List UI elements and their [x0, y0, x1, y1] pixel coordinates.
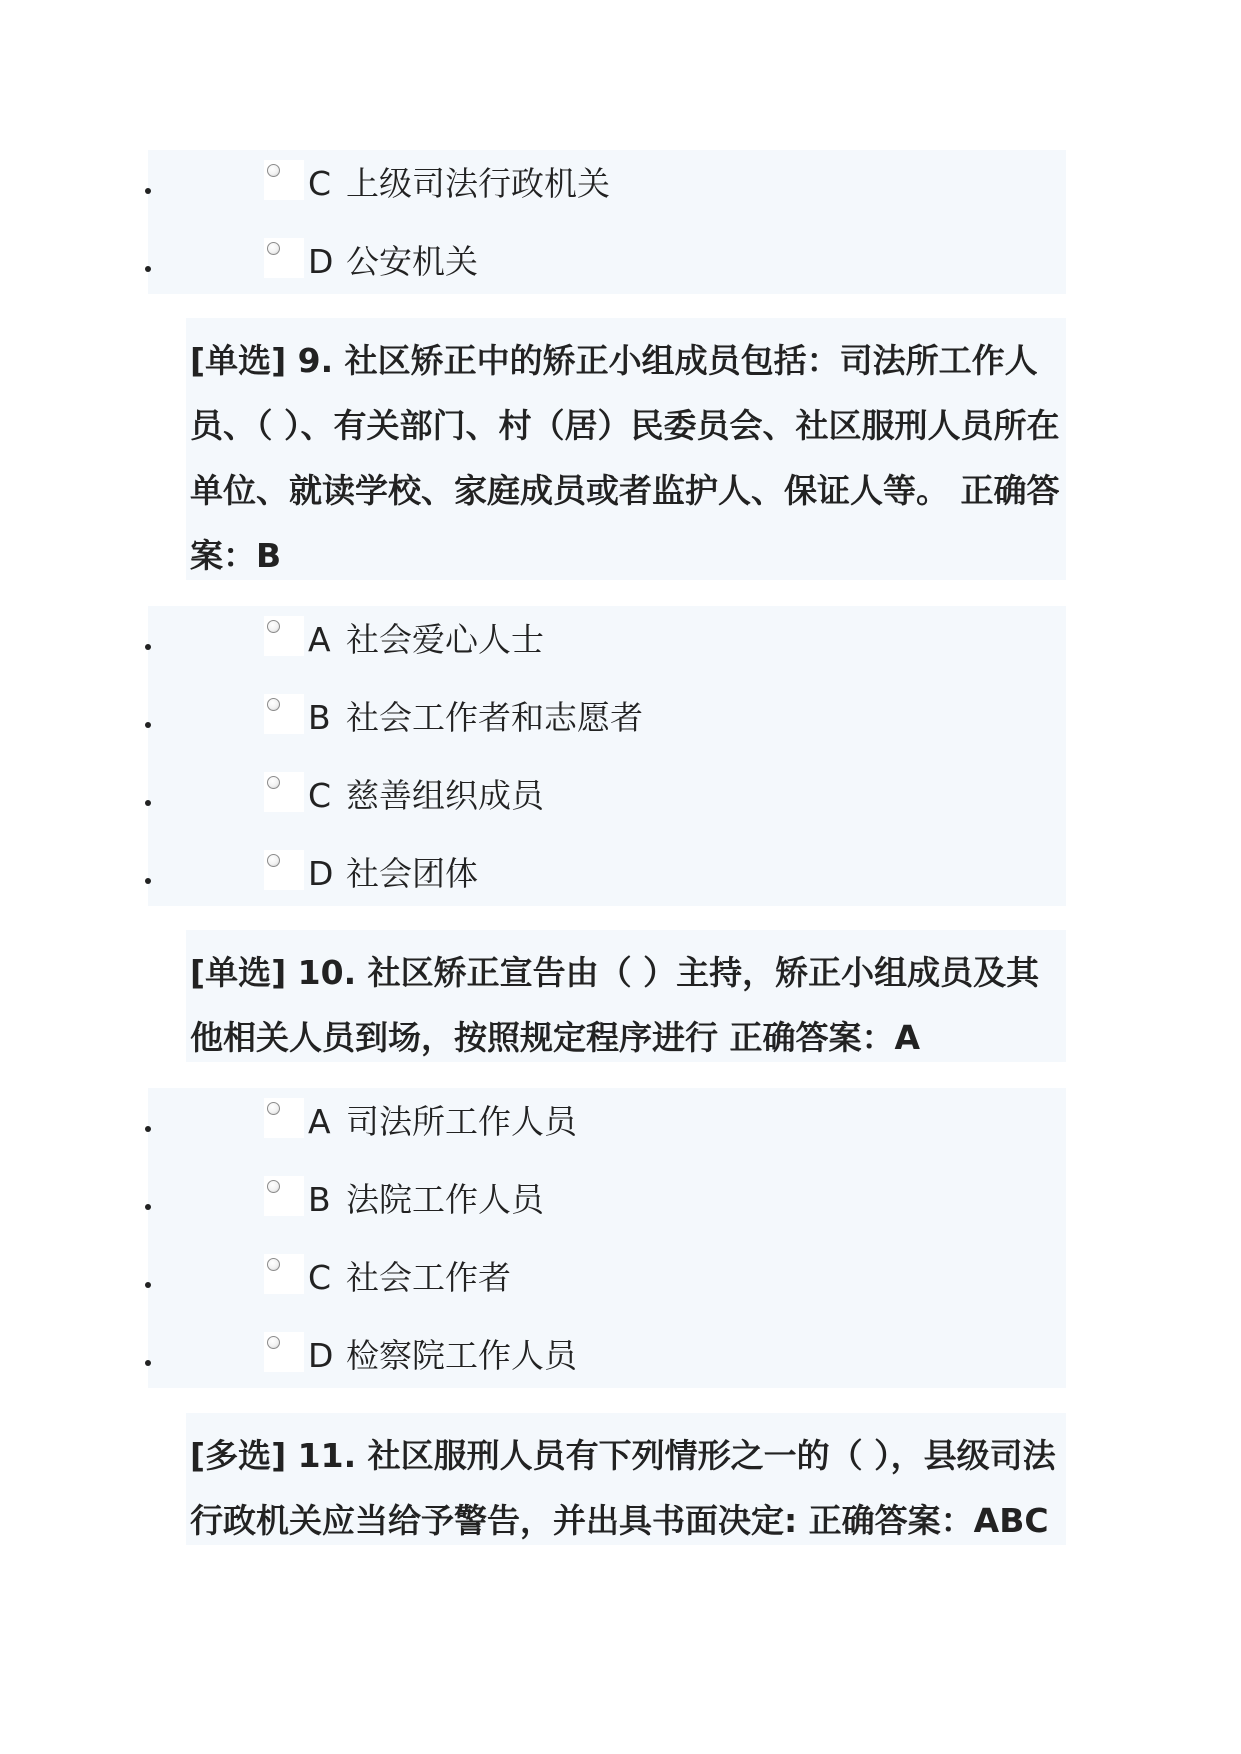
bullet-dot: [145, 1360, 151, 1366]
option-letter: A: [308, 620, 331, 659]
option-letter: D: [308, 1336, 334, 1375]
options-block-q10: [148, 1088, 1066, 1388]
option-row[interactable]: [148, 840, 1066, 918]
bullet-dot: [145, 644, 151, 650]
option-text: 社会工作者和志愿者: [346, 698, 643, 737]
radio-button-icon[interactable]: [267, 1336, 280, 1349]
bullet-dot: [145, 188, 151, 194]
option-row[interactable]: [148, 684, 1066, 762]
radio-button-icon[interactable]: [267, 1258, 280, 1271]
bullet-dot: [145, 1126, 151, 1132]
radio-button-icon[interactable]: [267, 242, 280, 255]
radio-button-icon[interactable]: [267, 620, 280, 633]
option-text: 检察院工作人员: [346, 1336, 577, 1375]
option-text: 上级司法行政机关: [346, 164, 610, 203]
option-text: 公安机关: [346, 242, 478, 281]
bullet-dot: [145, 266, 151, 272]
option-text: 社会团体: [346, 854, 478, 893]
bullet-dot: [145, 722, 151, 728]
question-block-q10: [186, 930, 1066, 1062]
option-letter: B: [308, 698, 331, 737]
option-text: 社会爱心人士: [346, 620, 544, 659]
radio-button-icon[interactable]: [267, 776, 280, 789]
question-block-q11: [186, 1413, 1066, 1545]
radio-button-icon[interactable]: [267, 698, 280, 711]
bullet-dot: [145, 878, 151, 884]
option-row[interactable]: [148, 606, 1066, 684]
radio-button-icon[interactable]: [267, 854, 280, 867]
option-text: 社会工作者: [346, 1258, 511, 1297]
bullet-dot: [145, 800, 151, 806]
option-row[interactable]: [148, 150, 1066, 228]
option-letter: C: [308, 164, 332, 203]
bullet-dot: [145, 1204, 151, 1210]
option-text: 法院工作人员: [346, 1180, 544, 1219]
option-row[interactable]: [148, 228, 1066, 306]
option-text: 司法所工作人员: [346, 1102, 577, 1141]
option-letter: D: [308, 854, 334, 893]
option-row[interactable]: [148, 1166, 1066, 1244]
option-row[interactable]: [148, 762, 1066, 840]
option-letter: B: [308, 1180, 331, 1219]
question-text: [多选] 11. 社区服刑人员有下列情形之一的（ ），县级司法行政机关应当给予警告，并出具书面决定: 正确答案：ABC: [190, 1436, 1056, 1540]
options-block-q9: [148, 606, 1066, 906]
option-row[interactable]: [148, 1088, 1066, 1166]
option-letter: C: [308, 1258, 332, 1297]
radio-button-icon[interactable]: [267, 164, 280, 177]
option-letter: D: [308, 242, 334, 281]
option-row[interactable]: [148, 1244, 1066, 1322]
question-block-q9: [186, 318, 1066, 580]
question-text: [单选] 9. 社区矫正中的矫正小组成员包括：司法所工作人员、（ ）、有关部门、村（居）民委员会、社区服刑人员所在单位、就读学校、家庭成员或者监护人、保证人等。 正确答案：B: [190, 341, 1060, 575]
bullet-dot: [145, 1282, 151, 1288]
options-block-q8: [148, 150, 1066, 294]
option-letter: A: [308, 1102, 331, 1141]
radio-button-icon[interactable]: [267, 1102, 280, 1115]
radio-button-icon[interactable]: [267, 1180, 280, 1193]
option-text: 慈善组织成员: [346, 776, 544, 815]
question-text: [单选] 10. 社区矫正宣告由（ ）主持，矫正小组成员及其他相关人员到场，按照规定程序进行 正确答案：A: [190, 953, 1040, 1057]
option-letter: C: [308, 776, 332, 815]
option-row[interactable]: [148, 1322, 1066, 1400]
